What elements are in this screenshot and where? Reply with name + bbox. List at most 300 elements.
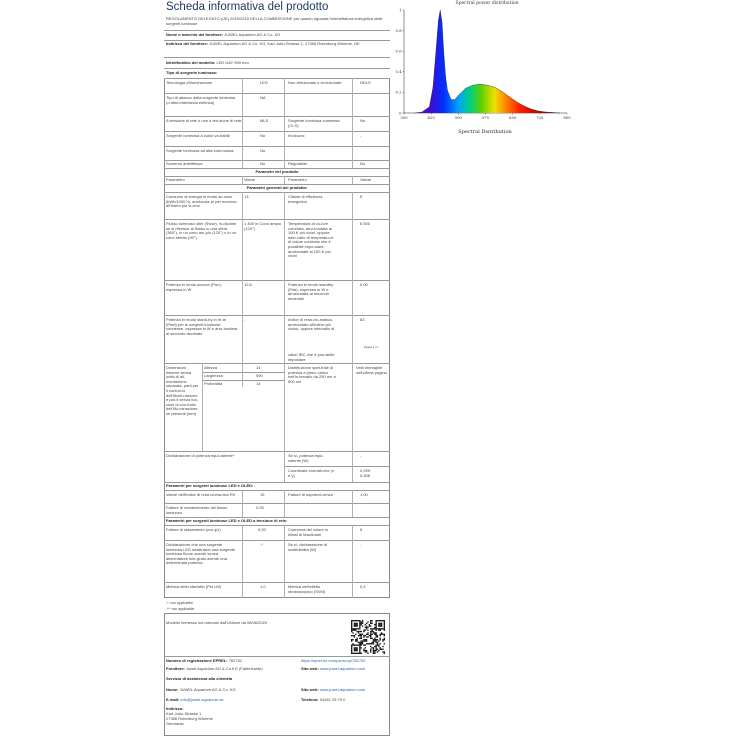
qr-module: [354, 649, 355, 650]
qr-module: [363, 630, 364, 631]
row-divider: [164, 131, 390, 132]
column-divider: [202, 363, 203, 451]
general-row-c1: Potenza in modo acceso (Pon), espressa in W: [166, 282, 223, 292]
qr-module: [370, 634, 371, 635]
qr-module: [366, 623, 367, 624]
qr-module: [366, 628, 367, 629]
general-row-c2: -: [244, 317, 246, 322]
spectrum-point: [445, 77, 446, 78]
qr-module: [377, 636, 378, 637]
qr-module: [382, 649, 383, 650]
qr-module: [366, 639, 367, 640]
type-row-c2: LED: [260, 80, 268, 85]
qr-module: [366, 651, 367, 652]
qr-module: [355, 624, 356, 625]
column-divider: [284, 176, 285, 184]
qr-module: [374, 624, 375, 625]
x-tick-label: 800: [563, 115, 571, 120]
type-row-c1: A tensione di rete o non a ten-sione di rete:: [166, 118, 243, 123]
supplier-name-row: Nome o marchio del fornitore: JUWEL Aquarium AG & Co. KG: [166, 32, 281, 37]
type-row-c4: No: [360, 161, 366, 166]
qr-module: [363, 644, 364, 645]
dimensions-c3: Distribuzione spet-trale di potenza a pieno carico nell'in-tervallo da 250 nm a 800 nm: [288, 365, 337, 384]
spectrum-point: [415, 113, 416, 114]
row-divider: [164, 176, 390, 177]
qr-module: [370, 650, 371, 651]
row-divider: [164, 146, 390, 147]
qr-module: [354, 624, 355, 625]
qr-module: [351, 651, 352, 652]
qr-module: [359, 650, 360, 651]
qr-module: [378, 625, 379, 626]
led-row-c4: 1,00: [360, 492, 368, 497]
qr-module: [351, 653, 352, 654]
row-divider: [164, 582, 390, 583]
type-row-c4: NDLS: [360, 80, 371, 85]
qr-module: [382, 639, 383, 640]
led-row-c2: 0,93: [256, 505, 264, 510]
qr-module: [352, 628, 353, 629]
column-divider: [242, 176, 243, 184]
qr-module: [363, 650, 364, 651]
spectrum-point: [473, 85, 474, 86]
qr-module: [351, 644, 352, 645]
row-divider: [164, 78, 390, 79]
mains-row-c3: Se sì, dichiarazione di sostituibilità (W): [288, 542, 329, 552]
qr-module: [361, 643, 362, 644]
qr-module: [367, 634, 368, 635]
spectrum-point: [480, 84, 481, 85]
row-divider: [164, 192, 390, 193]
qr-module: [358, 644, 359, 645]
qr-module: [351, 640, 352, 641]
qr-module: [363, 649, 364, 650]
qr-module: [354, 630, 355, 631]
qr-module: [374, 639, 375, 640]
qr-module: [359, 647, 360, 648]
qr-module: [374, 634, 375, 635]
qr-module: [384, 643, 385, 644]
type-row-c1: Tipo di attacco della sorgente luminosa (o altra interfaccia elettrica): [166, 95, 236, 105]
qr-module: [384, 630, 385, 631]
qr-module: [358, 631, 359, 632]
x-tick-label: 575: [481, 115, 490, 120]
qr-module: [359, 653, 360, 654]
qr-module: [365, 644, 366, 645]
qr-module: [374, 628, 375, 629]
row-divider: [164, 656, 390, 657]
qr-module: [384, 621, 385, 622]
spectrum-point: [447, 90, 448, 91]
spectrum-point: [531, 109, 532, 110]
spectrum-point: [502, 91, 503, 92]
qr-module: [384, 624, 385, 625]
spectrum-point: [444, 53, 445, 54]
qr-module: [365, 650, 366, 651]
qr-module: [365, 627, 366, 628]
qr-module: [371, 642, 372, 643]
qr-module: [355, 620, 356, 621]
qr-module: [373, 643, 374, 644]
qr-module: [351, 620, 352, 621]
qr-module: [356, 625, 357, 626]
qr-module: [358, 628, 359, 629]
general-row-c1: Flusso luminoso utile (Φuse), in-dicante se si riferisce al flusso in una sfera (360°), in un cono am-pio (120°) o in un cono stretto (90°): [166, 221, 238, 240]
spectrum-point: [538, 111, 539, 112]
qr-module: [356, 620, 357, 621]
extra-row-c3: Se sì, potenza equi-valente (W): [288, 453, 324, 463]
sheet-title: Scheda informativa del prodotto: [166, 1, 329, 13]
qr-module: [351, 649, 352, 650]
qr-module: [365, 630, 366, 631]
qr-module: [373, 631, 374, 632]
spectrum-point: [458, 95, 459, 96]
qr-module: [361, 640, 362, 641]
qr-module: [375, 620, 376, 621]
address-line: 27356 Rotenburg Wümme: [166, 716, 213, 721]
qr-module: [371, 631, 372, 632]
qr-module: [382, 634, 383, 635]
qr-module: [381, 649, 382, 650]
qr-module: [374, 638, 375, 639]
qr-module: [378, 630, 379, 631]
extra-row-c1: Dichiarazione di potenza equi-valente*: [166, 453, 235, 458]
column-divider: [352, 490, 353, 517]
qr-module: [356, 644, 357, 645]
qr-module: [374, 653, 375, 654]
mains-row-c2: 0,93: [258, 527, 266, 532]
qr-module: [371, 620, 372, 621]
qr-module: [356, 623, 357, 624]
website-link[interactable]: www.juwel-aquarium.com: [319, 666, 366, 671]
qr-module: [356, 640, 357, 641]
type-row-c2: NA: [260, 95, 266, 100]
general-row-c2: 13: [244, 194, 249, 199]
qr-module: [384, 653, 385, 654]
qr-module: [363, 636, 364, 637]
address-line: Karl-Jubu-Strasse 1: [166, 711, 202, 716]
qr-module: [361, 635, 362, 636]
qr-module: [351, 623, 352, 624]
mains-row-c4: 0,4: [360, 584, 366, 589]
qr-module: [374, 651, 375, 652]
qr-module: [375, 636, 376, 637]
column-divider: [242, 525, 243, 598]
qr-module: [367, 643, 368, 644]
type-row-c2: No: [260, 161, 266, 166]
type-row-c3: Sorgente luminosa connessa (CLS):: [288, 118, 341, 128]
x-tick-label: 650: [509, 115, 517, 120]
qr-module: [355, 628, 356, 629]
qr-module: [382, 646, 383, 647]
type-row-c2: No: [260, 133, 266, 138]
dimension-label: Profondità: [204, 381, 223, 386]
row-divider: [164, 315, 390, 316]
qr-module: [366, 625, 367, 626]
qr-module: [369, 625, 370, 626]
qr-module: [374, 627, 375, 628]
qr-module: [380, 620, 381, 621]
qr-module: [359, 631, 360, 632]
qr-module: [375, 630, 376, 631]
qr-module: [355, 650, 356, 651]
qr-module: [361, 623, 362, 624]
qr-module: [351, 625, 352, 626]
qr-module: [362, 625, 363, 626]
spectrum-point: [487, 85, 488, 86]
param-header-c1: Parametro: [166, 177, 185, 182]
type-row-c2: MLS: [260, 118, 269, 123]
y-tick-label: 0.4: [395, 69, 402, 75]
x-tick-label: 425: [427, 115, 435, 120]
qr-module: [378, 650, 379, 651]
qr-module: [370, 649, 371, 650]
row-divider: [164, 503, 390, 504]
qr-module: [354, 625, 355, 626]
mains-row-c4: 5: [360, 527, 363, 532]
mains-params-heading: Parametri per sorgenti luminose LED e OLED a tensione di rete:: [166, 518, 288, 523]
qr-module: [361, 642, 362, 643]
qr-module: [375, 625, 376, 626]
column-divider: [352, 192, 353, 363]
qr-module: [361, 631, 362, 632]
qr-module: [369, 635, 370, 636]
light-source-type-heading: Tipo di sorgente luminosa:: [166, 70, 218, 75]
supplier-row: Fornitore: Juwel Aquarium AG & Co.KG (Fabbricante): [166, 666, 263, 671]
param-header-c2: Valore: [244, 177, 256, 182]
dimension-value: 14: [256, 381, 261, 386]
mains-row-c2: 1,0: [260, 584, 266, 589]
service-web-link[interactable]: www.juwel-aquarium.com: [319, 687, 366, 692]
spectrum-point: [552, 112, 553, 113]
type-row-c1: Tecnologia d'illuminazione: [166, 80, 213, 85]
qr-module: [373, 642, 374, 643]
divider: [164, 68, 390, 69]
qr-module: [380, 630, 381, 631]
qr-module: [380, 628, 381, 629]
email-link[interactable]: info@juwel-aquarium.de: [180, 697, 224, 702]
qr-module: [380, 639, 381, 640]
qr-module: [355, 649, 356, 650]
qr-module: [378, 628, 379, 629]
qr-module: [384, 639, 385, 640]
qr-module: [375, 628, 376, 629]
qr-module: [374, 650, 375, 651]
qr-module: [377, 643, 378, 644]
qr-module: [358, 642, 359, 643]
qr-module: [373, 632, 374, 633]
general-row-cont-c3: valori IRC che è pos-sibile impostare: [288, 352, 336, 362]
eprel-row: Numero di registrazione EPREL: 782752: [166, 658, 243, 663]
general-row-c1: Consumo di energia in modo ac-ceso (kWh/1000 h), arrotonda-to per eccesso all'intero più vi-cino: [166, 194, 238, 209]
qr-module: [369, 643, 370, 644]
spectrum-point: [451, 99, 452, 100]
qr-module: [352, 620, 353, 621]
qr-module: [362, 634, 363, 635]
qr-module: [354, 620, 355, 621]
general-row-c4: 6 500: [360, 221, 371, 226]
qr-module: [373, 649, 374, 650]
type-row-c3: Involucro:: [288, 133, 306, 138]
qr-module: [371, 623, 372, 624]
qr-module: [375, 627, 376, 628]
divider: [164, 30, 390, 31]
type-row-c3: Regolabile:: [288, 161, 309, 166]
qr-module: [378, 644, 379, 645]
page-note: Pagina 1 / 3: [364, 346, 378, 349]
spectral-power-chart: [392, 0, 574, 170]
spectrum-point: [433, 87, 434, 88]
qr-module: [359, 651, 360, 652]
qr-module: [378, 624, 379, 625]
column-divider: [284, 363, 285, 482]
qr-module: [366, 643, 367, 644]
qr-module: [361, 647, 362, 648]
qr-module: [374, 632, 375, 633]
qr-module: [359, 621, 360, 622]
qr-module: [358, 635, 359, 636]
qr-module: [361, 621, 362, 622]
qr-module: [377, 628, 378, 629]
spectrum-point: [494, 87, 495, 88]
row-divider: [164, 219, 390, 220]
qr-module: [378, 646, 379, 647]
row-divider: [164, 93, 390, 94]
dimension-label: Larghezza: [204, 373, 223, 378]
general-params-heading: Parametri generali del prodotto:: [246, 185, 308, 190]
qr-module: [380, 647, 381, 648]
dimensions-c4: Vedi immagine nell'ultima pagina: [356, 365, 387, 375]
qr-module: [359, 638, 360, 639]
qr-module: [355, 634, 356, 635]
qr-module: [351, 646, 352, 647]
dimension-value: 14: [256, 365, 261, 370]
qr-module: [355, 653, 356, 654]
qr-module: [371, 630, 372, 631]
qr-module: [375, 635, 376, 636]
qr-module: [370, 643, 371, 644]
qr-module: [375, 624, 376, 625]
qr-module: [359, 623, 360, 624]
qr-module: [362, 640, 363, 641]
qr-module: [361, 636, 362, 637]
led-params-heading: Parametri per sorgenti luminose LED e OLED:: [166, 483, 254, 488]
qr-module: [370, 636, 371, 637]
mains-row-c3: Coerenza del colore in ellissi di MacAdam: [288, 527, 330, 537]
qr-module: [384, 638, 385, 639]
x-tick-label: 725: [536, 115, 544, 120]
qr-module: [367, 621, 368, 622]
qr-module: [375, 650, 376, 651]
general-row-c4: 0,00: [360, 282, 368, 287]
qr-module: [384, 635, 385, 636]
qr-module: [371, 628, 372, 629]
qr-module: [370, 632, 371, 633]
qr-module: [365, 635, 366, 636]
eprel-link[interactable]: https://eprel.ec.europa.eu/qr/782752: [301, 658, 366, 663]
qr-module: [363, 635, 364, 636]
qr-module: [381, 634, 382, 635]
qr-module: [362, 620, 363, 621]
dimension-label: Altezza: [204, 365, 218, 370]
qr-module: [352, 639, 353, 640]
qr-module: [359, 635, 360, 636]
extra-row-c4: -: [360, 453, 362, 458]
type-row-c4: No: [360, 118, 366, 123]
mains-row-c1: Fattore di sfasamento (cos φ1): [166, 527, 221, 532]
qr-module: [352, 643, 353, 644]
market-date: Modello immesso sul mercato dall'UNione da 08/06/2020: [166, 620, 268, 625]
qr-module: [373, 653, 374, 654]
qr-module: [359, 644, 360, 645]
qr-module: [375, 649, 376, 650]
qr-module: [365, 651, 366, 652]
qr-module: [358, 653, 359, 654]
qr-module: [365, 639, 366, 640]
qr-module: [369, 624, 370, 625]
spectrum-point: [442, 22, 443, 23]
eprel-qr-code[interactable]: [351, 620, 385, 654]
qr-module: [374, 646, 375, 647]
qr-module: [359, 646, 360, 647]
y-tick-label: 0: [399, 110, 402, 116]
qr-module: [362, 642, 363, 643]
qr-module: [366, 627, 367, 628]
spectrum-point: [545, 112, 546, 113]
qr-module: [375, 644, 376, 645]
type-row-c4: -: [360, 133, 362, 138]
qr-module: [356, 653, 357, 654]
qr-module: [380, 649, 381, 650]
qr-module: [378, 623, 379, 624]
column-divider: [352, 78, 353, 168]
qr-module: [378, 620, 379, 621]
row-divider: [164, 540, 390, 541]
qr-module: [375, 647, 376, 648]
qr-module: [373, 628, 374, 629]
qr-module: [380, 635, 381, 636]
qr-module: [352, 644, 353, 645]
qr-module: [359, 634, 360, 635]
qr-module: [381, 624, 382, 625]
qr-module: [382, 628, 383, 629]
qr-module: [354, 647, 355, 648]
general-row-c3: Classe di efficienza energetica: [288, 194, 324, 204]
qr-module: [373, 650, 374, 651]
supplier-address-row: Indirizzo del fornitore: JUWEL Aquarium AG & Co. KG, Karl-Jubu-Strasse 1, 27356 Rotenburg Wümme, DE: [166, 41, 360, 46]
qr-module: [362, 621, 363, 622]
column-divider: [242, 363, 243, 387]
qr-module: [367, 653, 368, 654]
qr-module: [377, 644, 378, 645]
param-header-c4: Valore: [360, 177, 372, 182]
qr-module: [359, 642, 360, 643]
qr-module: [370, 623, 371, 624]
type-row-c3: Non-direzionale o di-rezionale:: [288, 80, 343, 85]
qr-module: [356, 647, 357, 648]
qr-module: [354, 653, 355, 654]
qr-module: [377, 635, 378, 636]
y-tick-label: 1: [399, 7, 402, 13]
column-divider: [242, 78, 243, 168]
qr-module: [356, 650, 357, 651]
qr-module: [359, 625, 360, 626]
qr-module: [354, 650, 355, 651]
dimension-value: 590: [256, 373, 263, 378]
qr-module: [370, 646, 371, 647]
qr-module: [363, 631, 364, 632]
column-divider: [352, 525, 353, 598]
